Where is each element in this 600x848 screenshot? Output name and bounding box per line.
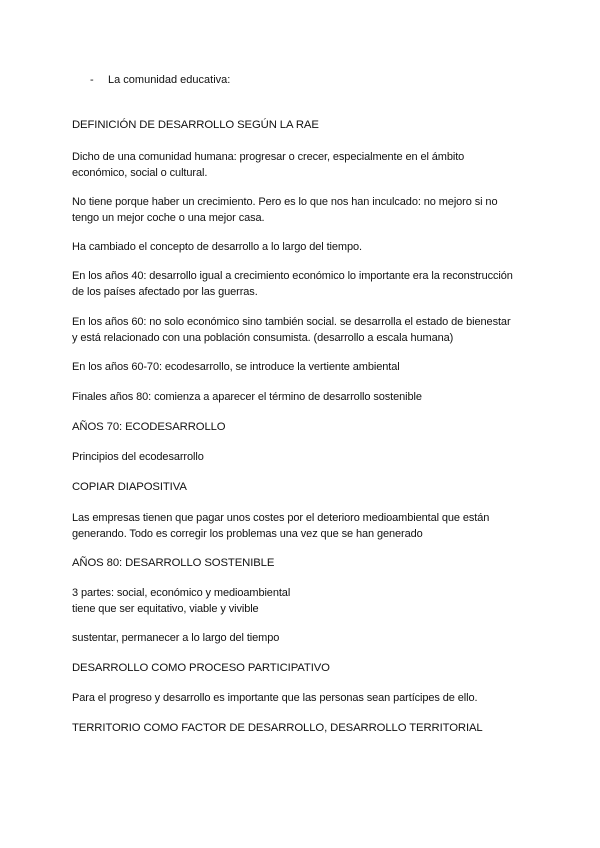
- section-heading: DESARROLLO COMO PROCESO PARTICIPATIVO: [72, 662, 330, 674]
- paragraph-line: económico, social o cultural.: [72, 167, 208, 179]
- paragraph-line: En los años 60-70: ecodesarrollo, se introduce la vertiente ambiental: [72, 361, 400, 373]
- paragraph-line: 3 partes: social, económico y medioambiental: [72, 587, 291, 599]
- paragraph-line: Para el progreso y desarrollo es importante que las personas sean partícipes de ello.: [72, 692, 478, 704]
- paragraph-line: generando. Todo es corregir los problemas una vez que se han generado: [72, 528, 423, 540]
- paragraph-line: Ha cambiado el concepto de desarrollo a lo largo del tiempo.: [72, 241, 362, 253]
- bullet-dash: -: [90, 74, 94, 86]
- paragraph-line: sustentar, permanecer a lo largo del tiempo: [72, 632, 280, 644]
- section-heading: TERRITORIO COMO FACTOR DE DESARROLLO, DESARROLLO TERRITORIAL: [72, 722, 483, 734]
- paragraph-line: Finales años 80: comienza a aparecer el término de desarrollo sostenible: [72, 391, 422, 403]
- paragraph-line: Dicho de una comunidad humana: progresar o crecer, especialmente en el ámbito: [72, 151, 465, 163]
- section-heading: COPIAR DIAPOSITIVA: [72, 481, 187, 493]
- paragraph-line: Las empresas tienen que pagar unos costes por el deterioro medioambiental que están: [72, 512, 490, 524]
- section-heading: AÑOS 70: ECODESARROLLO: [72, 421, 226, 433]
- paragraph-line: tengo un mejor coche o una mejor casa.: [72, 212, 265, 224]
- section-heading: DEFINICIÓN DE DESARROLLO SEGÚN LA RAE: [72, 119, 319, 131]
- paragraph-line: y está relacionado con una población consumista. (desarrollo a escala humana): [72, 332, 454, 344]
- paragraph-line: En los años 40: desarrollo igual a crecimiento económico lo importante era la reconstrucción: [72, 270, 513, 282]
- paragraph-line: Principios del ecodesarrollo: [72, 451, 204, 463]
- section-heading: AÑOS 80: DESARROLLO SOSTENIBLE: [72, 557, 275, 569]
- paragraph-line: de los países afectado por las guerras.: [72, 286, 258, 298]
- paragraph-line: En los años 60: no solo económico sino también social. se desarrolla el estado de bienestar: [72, 316, 511, 328]
- bullet-text: La comunidad educativa:: [108, 74, 231, 86]
- paragraph-line: No tiene porque haber un crecimiento. Pero es lo que nos han inculcado: no mejoro si no: [72, 196, 498, 208]
- paragraph-line: tiene que ser equitativo, viable y vivible: [72, 603, 259, 615]
